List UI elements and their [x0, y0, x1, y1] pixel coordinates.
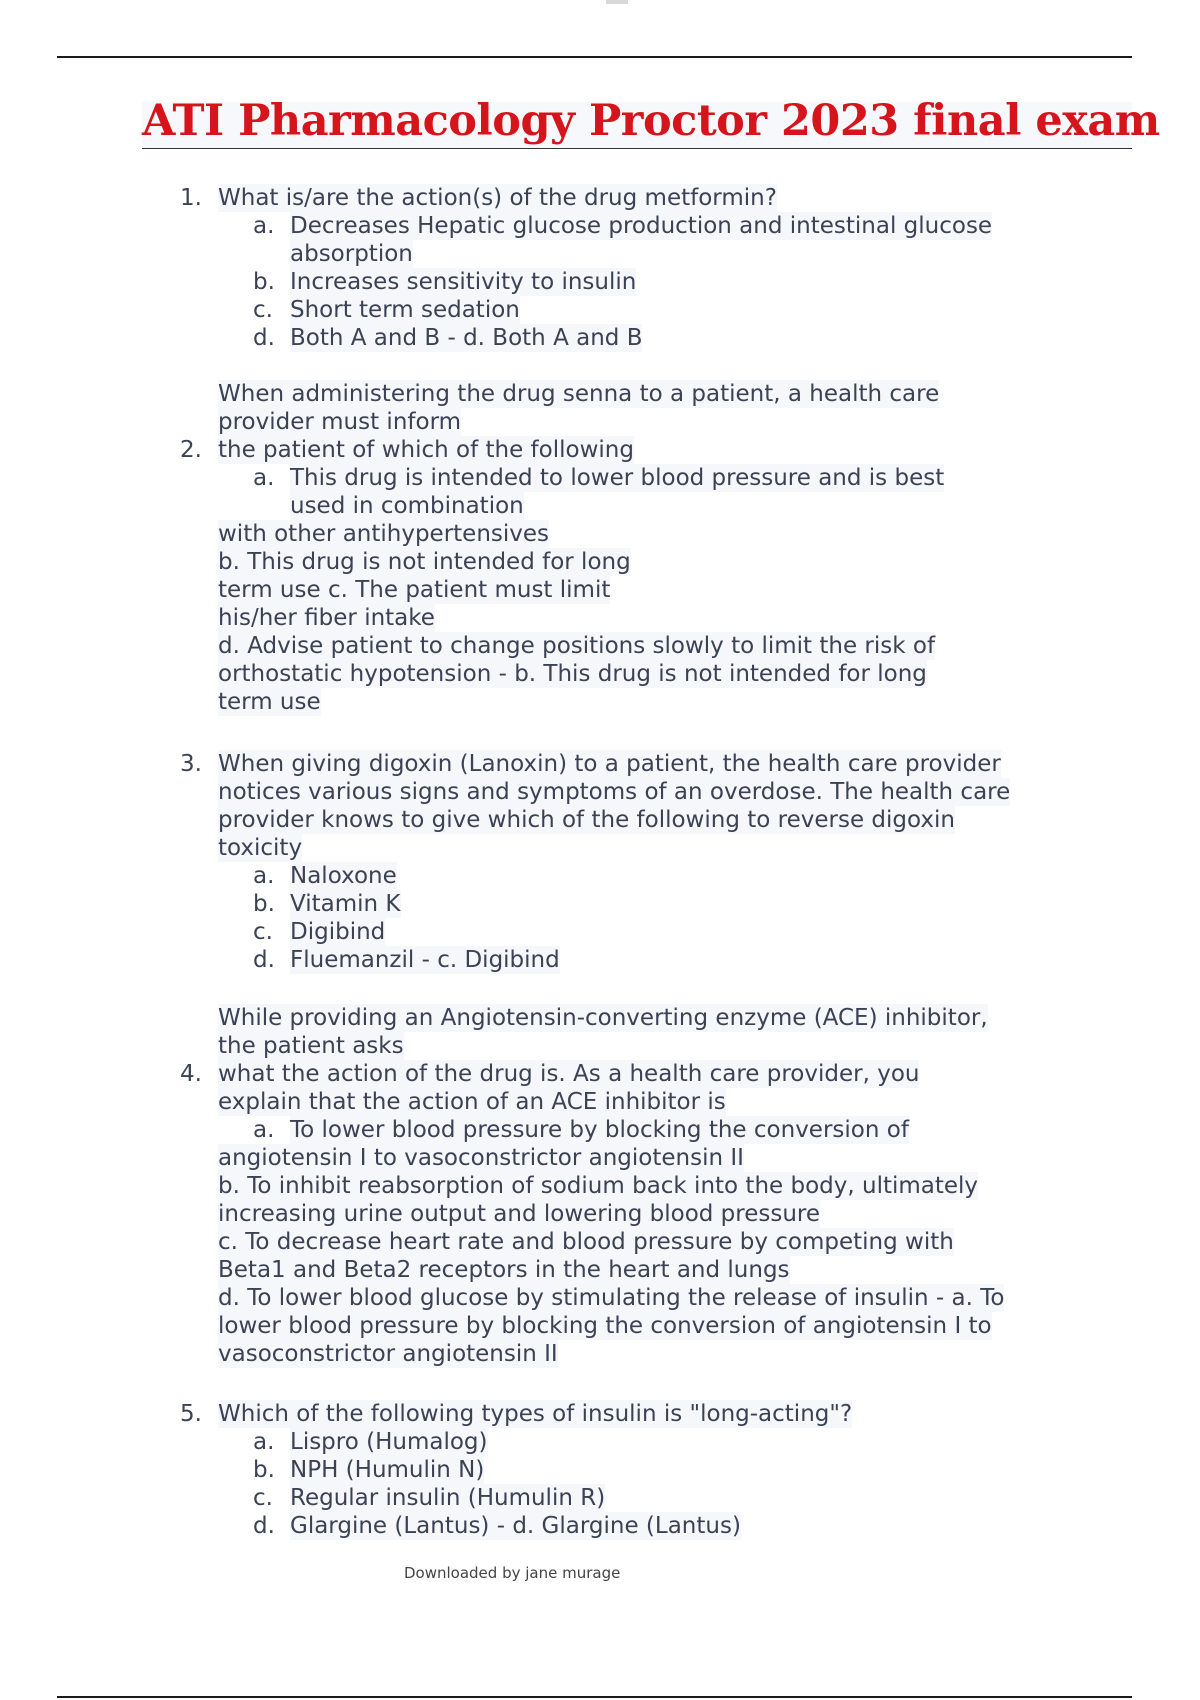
option-text: This drug is intended to lower blood pressure and is best [290, 465, 945, 491]
option-letter: d. [253, 1513, 275, 1539]
option-continuation: b. This drug is not intended for long [218, 549, 631, 575]
question-stem: Which of the following types of insulin is "long-acting"? [218, 1401, 853, 1427]
option-text: Glargine (Lantus) - d. Glargine (Lantus) [290, 1513, 741, 1539]
option-continuation: his/her fiber intake [218, 605, 435, 631]
page-title: ATI Pharmacology Proctor 2023 final exam [142, 96, 1160, 146]
question-stem: explain that the action of an ACE inhibitor is [218, 1089, 726, 1115]
option-continuation: term use c. The patient must limit [218, 577, 611, 603]
option-letter: b. [253, 269, 275, 295]
header-rule [57, 56, 1132, 58]
option-letter: a. [253, 213, 275, 239]
option-letter: c. [253, 1485, 273, 1511]
option-letter: a. [253, 465, 275, 491]
option-text: Naloxone [290, 863, 397, 889]
option-continuation: orthostatic hypotension - b. This drug is not intended for long [218, 661, 927, 687]
question-number: 5. [180, 1401, 202, 1427]
option-continuation: Beta1 and Beta2 receptors in the heart and lungs [218, 1257, 790, 1283]
option-letter: a. [253, 863, 275, 889]
footer-rule [57, 1696, 1132, 1698]
question-pre-stem: the patient asks [218, 1033, 404, 1059]
page-top-mark [606, 0, 628, 4]
option-continuation: term use [218, 689, 321, 715]
option-continuation: lower blood pressure by blocking the conversion of angiotensin I to [218, 1313, 992, 1339]
option-letter: b. [253, 1457, 275, 1483]
option-text: used in combination [290, 493, 524, 519]
option-text: Both A and B - d. Both A and B [290, 325, 643, 351]
option-continuation: d. Advise patient to change positions slowly to limit the risk of [218, 633, 936, 659]
question-stem: What is/are the action(s) of the drug metformin? [218, 185, 777, 211]
option-text: Fluemanzil - c. Digibind [290, 947, 560, 973]
option-letter: d. [253, 947, 275, 973]
option-text: Lispro (Humalog) [290, 1429, 488, 1455]
question-stem: notices various signs and symptoms of an overdose. The health care [218, 779, 1011, 805]
question-stem: the patient of which of the following [218, 437, 634, 463]
option-continuation: c. To decrease heart rate and blood pressure by competing with [218, 1229, 954, 1255]
option-text: Increases sensitivity to insulin [290, 269, 637, 295]
option-continuation: increasing urine output and lowering blood pressure [218, 1201, 821, 1227]
question-stem: When giving digoxin (Lanoxin) to a patient, the health care provider [218, 751, 1001, 777]
option-text: NPH (Humulin N) [290, 1457, 485, 1483]
option-text: Regular insulin (Humulin R) [290, 1485, 606, 1511]
option-text: Digibind [290, 919, 386, 945]
option-letter: a. [253, 1117, 275, 1143]
option-letter: b. [253, 891, 275, 917]
option-letter: c. [253, 919, 273, 945]
option-continuation: vasoconstrictor angiotensin II [218, 1341, 558, 1367]
option-letter: a. [253, 1429, 275, 1455]
question-pre-stem: While providing an Angiotensin-converting enzyme (ACE) inhibitor, [218, 1005, 988, 1031]
option-text: Decreases Hepatic glucose production and intestinal glucose [290, 213, 993, 239]
option-letter: c. [253, 297, 273, 323]
question-pre-stem: provider must inform [218, 409, 462, 435]
question-stem: toxicity [218, 835, 303, 861]
question-number: 4. [180, 1061, 202, 1087]
question-number: 3. [180, 751, 202, 777]
question-stem: provider knows to give which of the following to reverse digoxin [218, 807, 955, 833]
download-footer: Downloaded by jane murage [404, 1564, 621, 1582]
question-number: 2. [180, 437, 202, 463]
question-pre-stem: When administering the drug senna to a patient, a health care [218, 381, 940, 407]
option-continuation: d. To lower blood glucose by stimulating the release of insulin - a. To [218, 1285, 1005, 1311]
question-number: 1. [180, 185, 202, 211]
option-continuation: b. To inhibit reabsorption of sodium back into the body, ultimately [218, 1173, 979, 1199]
option-letter: d. [253, 325, 275, 351]
option-text: Vitamin K [290, 891, 401, 917]
option-continuation: with other antihypertensives [218, 521, 550, 547]
question-stem: what the action of the drug is. As a health care provider, you [218, 1061, 920, 1087]
option-continuation: angiotensin I to vasoconstrictor angiotensin II [218, 1145, 744, 1171]
title-banner [142, 96, 1160, 149]
option-text: absorption [290, 241, 413, 267]
option-text: Short term sedation [290, 297, 520, 323]
option-text: To lower blood pressure by blocking the conversion of [290, 1117, 909, 1143]
